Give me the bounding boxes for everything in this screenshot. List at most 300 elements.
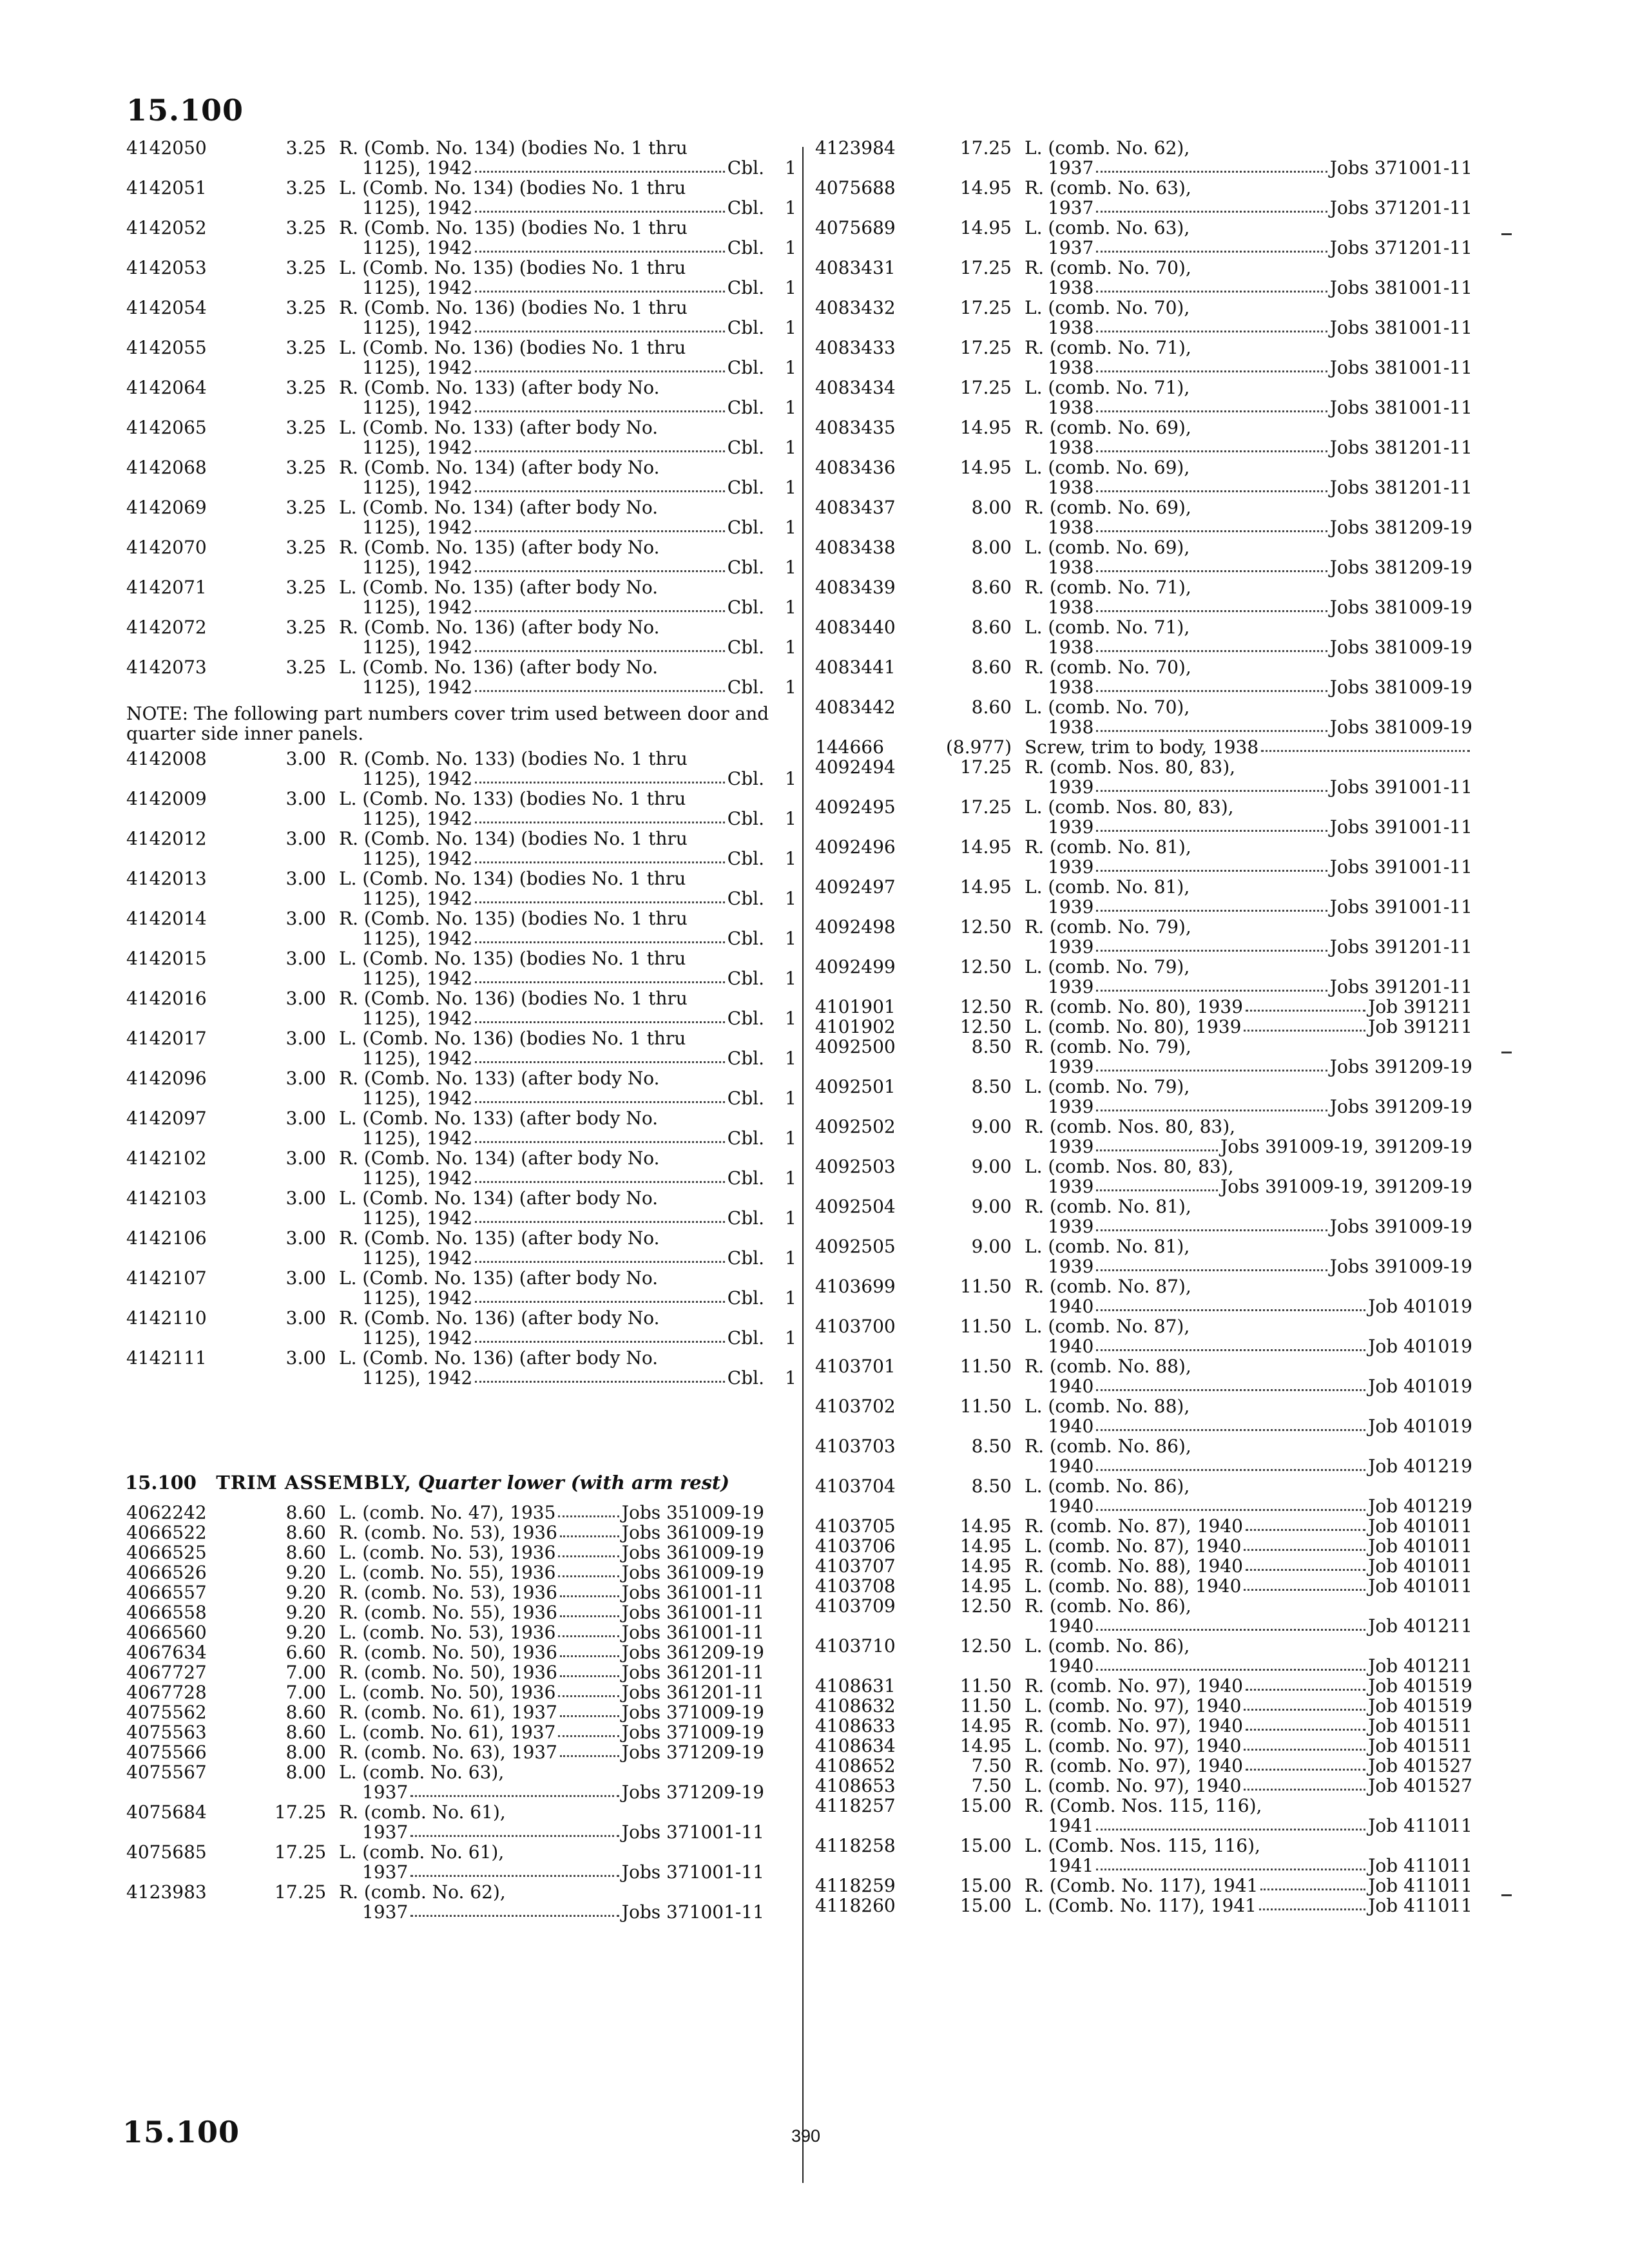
part-description: [1025, 657, 1472, 697]
part-number: 4142097: [126, 1108, 207, 1129]
part-entry: [815, 1516, 1472, 1536]
part-price: 3.00: [285, 1108, 326, 1129]
part-number: 4103708: [815, 1575, 896, 1597]
leader-dots: [560, 1702, 619, 1717]
description-continuation: [1025, 1816, 1472, 1836]
job-reference: Job 411011: [1368, 1875, 1472, 1896]
leader-dots: [1096, 358, 1327, 372]
part-number: 4142103: [126, 1187, 207, 1209]
description-text: R. (comb. No. 63), 1937: [339, 1742, 557, 1763]
part-number: 4067634: [126, 1642, 207, 1663]
leader-dots: [475, 278, 725, 293]
description-continuation: [1025, 977, 1472, 997]
part-number: 4103707: [815, 1555, 896, 1577]
description-line: L. (comb. No. 63),: [339, 1762, 505, 1783]
part-price: 3.00: [285, 1028, 326, 1049]
description-year: 1125), 1942: [362, 557, 473, 578]
part-description: [339, 829, 764, 869]
description-line: R. (Comb. No. 134) (bodies No. 1 thru: [339, 828, 688, 849]
part-price: 8.60: [285, 1502, 326, 1523]
part-description: [1025, 997, 1472, 1017]
description-year: 1938: [1048, 357, 1094, 378]
part-number: 4142102: [126, 1148, 207, 1169]
job-reference: Jobs 351009-19: [621, 1502, 764, 1523]
part-number: 4142069: [126, 497, 207, 518]
part-number: 4142012: [126, 828, 207, 849]
description-continuation: [1025, 198, 1472, 218]
part-description: [1025, 218, 1472, 258]
part-number: 4123984: [815, 137, 896, 159]
part-entry: [126, 1722, 796, 1742]
leader-dots: [475, 889, 725, 903]
part-number: 4092500: [815, 1036, 896, 1057]
part-price: 3.25: [285, 377, 326, 398]
leader-dots: [560, 1602, 619, 1617]
job-reference: Job 401011: [1368, 1555, 1472, 1577]
job-reference: Jobs 381001-11: [1329, 317, 1472, 338]
job-reference: Cbl.: [727, 597, 764, 618]
part-description: [339, 617, 764, 657]
description-year: 1938: [1048, 517, 1094, 538]
leader-dots: [475, 358, 725, 372]
part-price: 8.60: [285, 1522, 326, 1543]
part-number: 4108633: [815, 1715, 896, 1736]
part-entry: [815, 1316, 1472, 1356]
part-entry: [126, 1602, 796, 1622]
description-continuation: [339, 597, 764, 617]
leader-dots: [475, 1368, 725, 1383]
description-line: L. (comb. No. 70),: [1025, 297, 1190, 318]
description-year: 1125), 1942: [362, 1247, 473, 1269]
part-number: 4142017: [126, 1028, 207, 1049]
description-continuation: [339, 1288, 764, 1308]
part-price: 14.95: [959, 417, 1012, 438]
description-continuation: [1025, 1097, 1472, 1117]
job-reference: Jobs 371201-11: [1329, 237, 1472, 258]
part-entry: [126, 1228, 796, 1268]
part-description: [339, 457, 764, 497]
leader-dots: [1096, 1456, 1365, 1471]
description-text: R. (comb. No. 87), 1940: [1025, 1515, 1243, 1537]
job-reference: Cbl.: [727, 928, 764, 949]
part-price: 8.00: [971, 497, 1012, 518]
part-description: [339, 657, 764, 697]
part-entry: [815, 1676, 1472, 1696]
job-reference: Jobs 381201-11: [1329, 477, 1472, 498]
description-text: L. (comb. No. 47), 1935: [339, 1502, 556, 1523]
description-line: L. (Comb. No. 134) (bodies No. 1 thru: [339, 177, 686, 198]
part-number: 4103702: [815, 1396, 896, 1417]
description-line: R. (comb. No. 86),: [1025, 1436, 1191, 1457]
part-description: [339, 1582, 764, 1602]
part-price: 12.50: [959, 1635, 1012, 1657]
part-description: [1025, 1876, 1472, 1896]
part-entry: [126, 988, 796, 1028]
part-entry: [815, 917, 1472, 957]
description-line: R. (comb. No. 71),: [1025, 337, 1191, 358]
quantity: 1: [785, 437, 796, 458]
part-number: 4103705: [815, 1515, 896, 1537]
description-continuation: [1025, 158, 1472, 178]
leader-dots: [475, 1168, 725, 1183]
description-continuation: [1025, 1456, 1472, 1476]
job-reference: Job 391211: [1368, 1016, 1472, 1037]
part-number: 4142110: [126, 1307, 207, 1329]
part-price: 7.50: [971, 1755, 1012, 1776]
leader-dots: [1096, 857, 1327, 872]
part-entry: [126, 138, 796, 178]
description-year: 1125), 1942: [362, 677, 473, 698]
description-line: R. (comb. No. 79),: [1025, 916, 1191, 937]
part-number: 4092497: [815, 876, 896, 898]
description-continuation: [339, 477, 764, 497]
part-description: [1025, 1316, 1472, 1356]
quantity: 1: [785, 477, 796, 498]
part-entry: [815, 797, 1472, 837]
part-number: 4108653: [815, 1775, 896, 1796]
description-continuation: [339, 1902, 764, 1922]
leader-dots: [475, 1128, 725, 1143]
description-year: 1937: [362, 1782, 409, 1803]
part-price: 8.50: [971, 1475, 1012, 1497]
part-entry: [815, 1796, 1472, 1836]
right-single-3: [815, 1516, 1472, 1596]
part-description: [1025, 258, 1472, 298]
job-reference: Jobs 391009-19: [1329, 1216, 1472, 1237]
description-line: L. (comb. No. 88),: [1025, 1396, 1190, 1417]
description-year: 1125), 1942: [362, 888, 473, 909]
description-continuation: [339, 158, 764, 178]
description-line: L. (Comb. No. 133) (after body No.: [339, 1108, 659, 1129]
description-line: R. (comb. No. 62),: [339, 1881, 506, 1903]
description-line: R. (Comb. No. 136) (after body No.: [339, 1307, 660, 1329]
part-description: [1025, 697, 1472, 737]
part-description: [339, 1523, 764, 1542]
part-price: 14.95: [959, 1575, 1012, 1597]
part-price: 8.60: [971, 617, 1012, 638]
leader-dots: [410, 1862, 619, 1877]
job-reference: Job 401019: [1368, 1416, 1472, 1437]
part-entry: [815, 537, 1472, 577]
description-year: 1938: [1048, 317, 1094, 338]
description-line: L. (Comb. No. 135) (bodies No. 1 thru: [339, 257, 686, 278]
job-reference: Jobs 381001-11: [1329, 277, 1472, 298]
part-description: [1025, 1196, 1472, 1236]
job-reference: Job 401011: [1368, 1535, 1472, 1557]
part-entry: [126, 789, 796, 829]
part-price: 7.50: [971, 1775, 1012, 1796]
description-line: R. (comb. No. 88),: [1025, 1356, 1191, 1377]
job-reference: Jobs 391009-19: [1329, 1256, 1472, 1277]
job-reference: Cbl.: [727, 157, 764, 178]
part-entry: [126, 338, 796, 378]
description-continuation: [1025, 1296, 1472, 1316]
leader-dots: [475, 318, 725, 332]
part-number: 4075563: [126, 1722, 207, 1743]
job-reference: Jobs 391009-19, 391209-19: [1220, 1136, 1472, 1157]
description-line: L. (Comb. No. 134) (bodies No. 1 thru: [339, 868, 686, 889]
job-reference: Jobs 381009-19: [1329, 677, 1472, 698]
description-line: R. (comb. No. 79),: [1025, 1036, 1191, 1057]
part-description: [1025, 1696, 1472, 1716]
description-line: L. (Comb. No. 135) (after body No.: [339, 577, 659, 598]
left-column: [126, 138, 796, 1922]
right-single-4: [815, 1676, 1472, 1796]
part-price: 3.25: [285, 337, 326, 358]
quantity: 1: [785, 157, 796, 178]
description-year: 1939: [1048, 816, 1094, 838]
description-continuation: [339, 1782, 764, 1802]
part-description: [339, 908, 764, 948]
description-line: [1025, 1696, 1472, 1716]
part-entry: [126, 1642, 796, 1662]
description-year: 1939: [1048, 1056, 1094, 1077]
part-entry: [815, 837, 1472, 877]
part-description: [1025, 298, 1472, 338]
description-text: L. (comb. No. 80), 1939: [1025, 1016, 1242, 1037]
right-block-4: [815, 1596, 1472, 1676]
part-price: 3.00: [285, 1347, 326, 1369]
part-description: [1025, 877, 1472, 917]
job-reference: Job 401527: [1368, 1775, 1472, 1796]
part-description: [1025, 757, 1472, 797]
description-line: R. (comb. No. 71),: [1025, 577, 1191, 598]
part-description: [1025, 577, 1472, 617]
part-number: 4083436: [815, 457, 896, 478]
description-line: R. (Comb. No. 133) (after body No.: [339, 377, 660, 398]
part-entry: [126, 1762, 796, 1802]
part-price: 3.00: [285, 908, 326, 929]
part-number: 4092504: [815, 1196, 896, 1217]
part-number: 4118259: [815, 1875, 896, 1896]
description-text: R. (comb. No. 55), 1936: [339, 1602, 557, 1623]
right-block-1: [815, 138, 1472, 737]
part-price: 3.00: [285, 948, 326, 969]
description-continuation: [1025, 477, 1472, 497]
description-year: 1125), 1942: [362, 768, 473, 789]
description-line: L. (comb. Nos. 80, 83),: [1025, 796, 1234, 818]
description-line: [339, 1582, 764, 1602]
part-price: 7.00: [285, 1682, 326, 1703]
description-year: 1125), 1942: [362, 317, 473, 338]
part-description: [1025, 1276, 1472, 1316]
part-price: 9.00: [971, 1236, 1012, 1257]
description-continuation: [1025, 1256, 1472, 1276]
part-price: 14.95: [959, 1555, 1012, 1577]
part-entry: [126, 1542, 796, 1562]
part-price: (8.977): [945, 736, 1012, 758]
leader-dots: [1096, 977, 1327, 992]
leader-dots: [1096, 897, 1327, 912]
job-reference: Cbl.: [727, 848, 764, 869]
part-price: 3.00: [285, 1068, 326, 1089]
quantity: 1: [785, 1327, 796, 1349]
part-price: 11.50: [959, 1695, 1012, 1716]
description-line: L. (Comb. No. 135) (bodies No. 1 thru: [339, 948, 686, 969]
part-description: [1025, 1796, 1472, 1836]
description-continuation: [1025, 937, 1472, 957]
part-description: [1025, 338, 1472, 378]
description-year: 1941: [1048, 1815, 1094, 1836]
leader-dots: [1244, 1696, 1365, 1711]
description-line: R. (comb. No. 81),: [1025, 1196, 1191, 1217]
part-entry: [815, 138, 1472, 178]
part-price: 17.25: [275, 1881, 327, 1903]
part-description: [1025, 957, 1472, 997]
job-reference: Jobs 361009-19: [621, 1542, 764, 1563]
description-line: [1025, 737, 1472, 757]
part-number: 4142055: [126, 337, 207, 358]
part-price: 3.25: [285, 457, 326, 478]
part-description: [1025, 1476, 1472, 1516]
right-block-2: [815, 757, 1472, 997]
part-price: 14.95: [959, 457, 1012, 478]
description-continuation: [1025, 1137, 1472, 1157]
part-entry: [126, 218, 796, 258]
description-year: 1940: [1048, 1456, 1094, 1477]
quantity: 1: [785, 637, 796, 658]
part-description: [339, 1722, 764, 1742]
job-reference: Cbl.: [727, 1008, 764, 1029]
description-text: R. (comb. No. 97), 1940: [1025, 1715, 1243, 1736]
part-entry: [815, 1157, 1472, 1196]
part-entry: [126, 1882, 796, 1922]
part-description: [1025, 378, 1472, 418]
part-number: 4142070: [126, 537, 207, 558]
margin-tick: [1501, 1894, 1512, 1896]
part-entry: [815, 1636, 1472, 1676]
part-price: 8.60: [285, 1542, 326, 1563]
leader-dots: [1246, 997, 1365, 1012]
description-continuation: [339, 1328, 764, 1348]
part-entry: [126, 1068, 796, 1108]
part-entry: [126, 1148, 796, 1188]
part-description: [339, 1188, 764, 1228]
part-entry: [815, 1596, 1472, 1636]
description-line: [339, 1523, 764, 1542]
part-number: 4066560: [126, 1622, 207, 1643]
job-reference: Job 401019: [1368, 1336, 1472, 1357]
part-price: 12.50: [959, 1595, 1012, 1617]
description-line: L. (comb. No. 87),: [1025, 1316, 1190, 1337]
part-price: 9.20: [285, 1622, 326, 1643]
leader-dots: [475, 597, 725, 612]
job-reference: Cbl.: [727, 1048, 764, 1069]
description-continuation: [339, 517, 764, 537]
part-entry: [126, 1503, 796, 1523]
part-entry: [815, 298, 1472, 338]
description-continuation: [339, 677, 764, 697]
part-description: [339, 1348, 764, 1388]
part-number: 4092494: [815, 756, 896, 778]
leader-dots: [475, 677, 725, 692]
part-number: 4066522: [126, 1522, 207, 1543]
part-entry: [126, 178, 796, 218]
part-entry: [815, 877, 1472, 917]
part-description: [339, 1622, 764, 1642]
part-price: 3.25: [285, 497, 326, 518]
description-year: 1125), 1942: [362, 848, 473, 869]
part-number: 4103704: [815, 1475, 896, 1497]
part-number: 4083440: [815, 617, 896, 638]
part-number: 4083439: [815, 577, 896, 598]
part-price: 14.95: [959, 876, 1012, 898]
leader-dots: [558, 1682, 619, 1697]
part-price: 8.50: [971, 1036, 1012, 1057]
part-price: 11.50: [959, 1276, 1012, 1297]
description-text: R. (comb. No. 50), 1936: [339, 1642, 557, 1663]
footer-header: 15.100: [122, 2115, 240, 2149]
leader-dots: [1096, 1137, 1218, 1151]
part-price: 9.20: [285, 1602, 326, 1623]
part-price: 3.00: [285, 868, 326, 889]
part-description: [339, 138, 764, 178]
part-number: 4092503: [815, 1156, 896, 1177]
description-line: R. (Comb. No. 136) (after body No.: [339, 617, 660, 638]
description-line: L. (comb. No. 71),: [1025, 377, 1190, 398]
job-reference: Jobs 381201-11: [1329, 437, 1472, 458]
description-line: L. (comb. No. 86),: [1025, 1475, 1190, 1497]
leader-dots: [475, 198, 725, 213]
job-reference: Job 401527: [1368, 1755, 1472, 1776]
job-reference: Job 401219: [1368, 1456, 1472, 1477]
part-number: 4103709: [815, 1595, 896, 1617]
description-line: R. (comb. No. 70),: [1025, 657, 1191, 678]
part-entry: [815, 1017, 1472, 1037]
description-continuation: [339, 1368, 764, 1388]
description-continuation: [339, 437, 764, 457]
leader-dots: [475, 557, 725, 572]
part-number: 4103706: [815, 1535, 896, 1557]
part-entry: [126, 1268, 796, 1308]
part-price: 9.00: [971, 1196, 1012, 1217]
description-line: L. (comb. No. 69),: [1025, 537, 1190, 558]
job-reference: Jobs 381009-19: [1329, 716, 1472, 738]
description-line: R. (Comb. No. 135) (after body No.: [339, 1227, 660, 1249]
part-number: 4083433: [815, 337, 896, 358]
leader-dots: [1096, 1496, 1365, 1511]
description-continuation: [1025, 1057, 1472, 1077]
description-line: R. (comb. Nos. 80, 83),: [1025, 1116, 1236, 1137]
part-price: 3.25: [285, 257, 326, 278]
part-price: 3.25: [285, 617, 326, 638]
part-number: 4092505: [815, 1236, 896, 1257]
part-price: 8.60: [971, 697, 1012, 718]
part-description: [339, 948, 764, 988]
description-line: R. (Comb. No. 135) (bodies No. 1 thru: [339, 217, 688, 238]
part-entry: [126, 948, 796, 988]
job-reference: Jobs 391001-11: [1329, 816, 1472, 838]
description-continuation: [339, 358, 764, 378]
description-line: L. (comb. No. 63),: [1025, 217, 1190, 238]
part-entry: [815, 1896, 1472, 1916]
description-line: L. (comb. No. 61),: [339, 1841, 505, 1863]
part-description: [1025, 1736, 1472, 1756]
description-text: R. (comb. No. 80), 1939: [1025, 996, 1243, 1017]
part-entry: [815, 1276, 1472, 1316]
part-number: 4142015: [126, 948, 207, 969]
description-year: 1937: [362, 1901, 409, 1923]
description-line: R. (Comb. No. 134) (after body No.: [339, 1148, 660, 1169]
leader-dots: [1096, 318, 1327, 332]
part-entry: [126, 869, 796, 908]
leader-dots: [1259, 1896, 1365, 1910]
description-line: L. (Comb. No. 136) (bodies No. 1 thru: [339, 337, 686, 358]
description-continuation: [1025, 238, 1472, 258]
description-continuation: [1025, 318, 1472, 338]
part-description: [1025, 418, 1472, 457]
part-entry: [126, 258, 796, 298]
